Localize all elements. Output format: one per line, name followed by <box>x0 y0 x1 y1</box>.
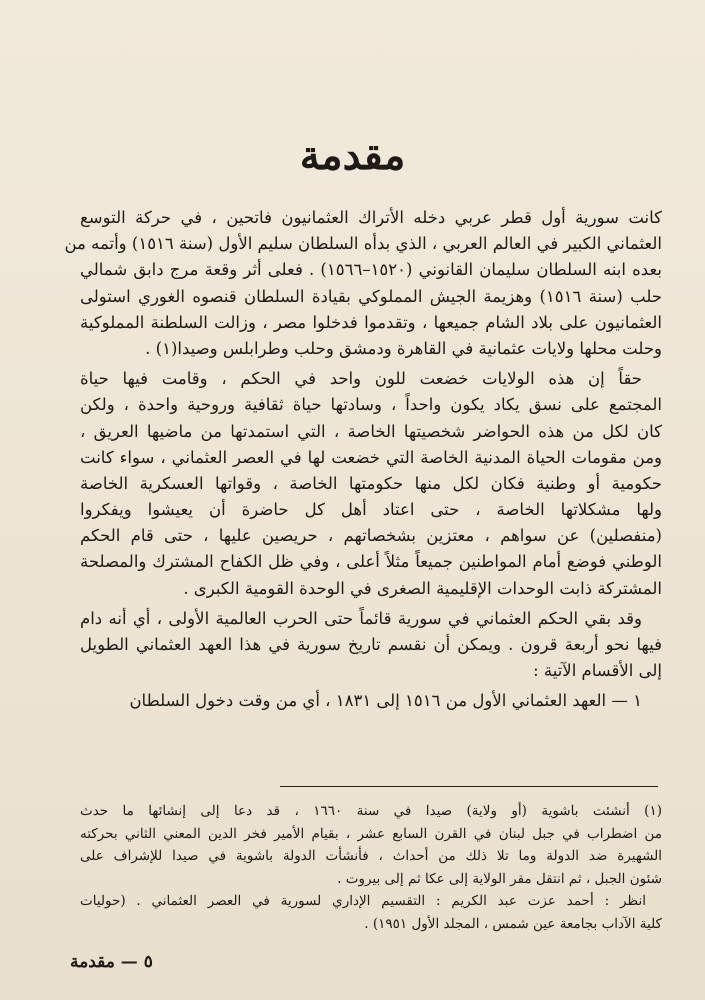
footnote-line: انظر : أحمد عزت عبد الكريم : التقسيم الإداري لسورية في العصر العثماني . (حوليات <box>80 893 646 909</box>
paragraph-line: بعده ابنه السلطان سليمان القانوني (١٥٢٠–١٥٦٦) . فعلى أثر وقعة مرج دابق شمالي <box>80 260 662 280</box>
paragraph-line: الوطني فوضع أمام المواطنين جميعاً مثلاً أعلى ، وفي ظل الكفاح المشترك والمصلحة <box>80 552 662 572</box>
paragraph-line: ١ — العهد العثماني الأول من ١٥١٦ إلى ١٨٣١ ، أي من وقت دخول السلطان <box>129 691 642 711</box>
paragraph-line: المجتمع على نسق يكاد يكون واحداً ، وسادتها حياة ثقافية وروحية واحدة ، ولكن <box>80 395 662 415</box>
footnote-line: (١) أنشئت باشوية (أو ولاية) صيدا في سنة ١٦٦٠ ، قد دعا إلى إنشائها ما حدث <box>80 803 662 819</box>
paragraph-line: كان لكل من هذه الحواضر شخصيتها الخاصة ، التي استمدتها من ماضيها العريق ، <box>80 421 662 441</box>
paragraph-line: المشتركة ذابت الوحدات الإقليمية الصغرى في الوحدة القومية الكبرى . <box>183 578 662 598</box>
paragraph-line: ولها مشكلاتها الخاصة ، حتى اعتاد أهل كل حاضرة أن يعيشوا ويفكروا <box>80 500 662 520</box>
paragraph-line: ومن مقومات الحياة المدنية الخاصة التي خضعت لها في العصر العثماني ، سواء كانت <box>80 447 662 467</box>
footnote-line: الشهيرة ضد الدولة وما تلا ذلك من أحداث ، فأنشأت الدولة باشوية في صيدا للإشراف على <box>80 848 662 864</box>
body-text <box>64 205 662 715</box>
paragraph-line: حقاً إن هذه الولايات خضعت للون واحد في الحكم ، وقامت فيها حياة <box>80 369 642 389</box>
paragraph-line: كانت سورية أول قطر عربي دخله الأتراك العثمانيون فاتحين ، في حركة التوسع <box>80 208 662 227</box>
paragraph-line: العثماني الكبير في العالم العربي ، الذي بدأه السلطان سليم الأول (سنة ١٥١٦) وأتمه من <box>64 234 662 254</box>
page-title: مقدمة <box>299 132 406 179</box>
paragraph-line: حكومية أو وطنية فكان لكل منها حكومتها الخاصة ، وقواتها العسكرية الخاصة <box>80 473 662 493</box>
paragraph-line: العثمانيون على بلاد الشام جميعها ، وتقدموا فدخلوا مصر ، وزالت السلطنة المملوكية <box>80 312 662 332</box>
paragraph-line: فيها نحو أربعة قرون . ويمكن أن نقسم تاريخ سورية في هذا العهد العثماني الطويل <box>80 635 662 654</box>
paragraph-line: وحلت محلها ولايات عثمانية في القاهرة ودمشق وحلب وطرابلس وصيدا(١) . <box>145 338 662 358</box>
footnote-separator <box>280 786 658 787</box>
paragraph-line: حلب (سنة ١٥١٦) وهزيمة الجيش المملوكي بقيادة السلطان قنصوه الغوري استولى <box>80 286 662 306</box>
paragraph-line: وقد بقي الحكم العثماني في سورية قائماً حتى الحرب العالمية الأولى ، أي أنه دام <box>80 608 642 628</box>
footnote-line: كلية الآداب بجامعة عين شمس ، المجلد الأول ١٩٥١) . <box>364 915 662 932</box>
footnote-line: من اضطراب في جبل لبنان في القرن السابع عشر ، بقيام الأمير فخر الدين المعني الثاني بحركته <box>80 825 662 842</box>
footnotes <box>80 800 662 935</box>
paragraph-line: إلى الأقسام الآتية : <box>533 661 662 681</box>
paragraph-line: (منفصلين) عن سواهم ، معتزين بشخصاتهم ، حريصين عليها ، حتى قام الحكم <box>80 526 662 546</box>
page-folio: ٥ — مقدمة <box>70 952 153 972</box>
footnote-line: شئون الجبل ، ثم انتقل مقر الولاية إلى عكا ثم إلى بيروت . <box>337 870 662 887</box>
